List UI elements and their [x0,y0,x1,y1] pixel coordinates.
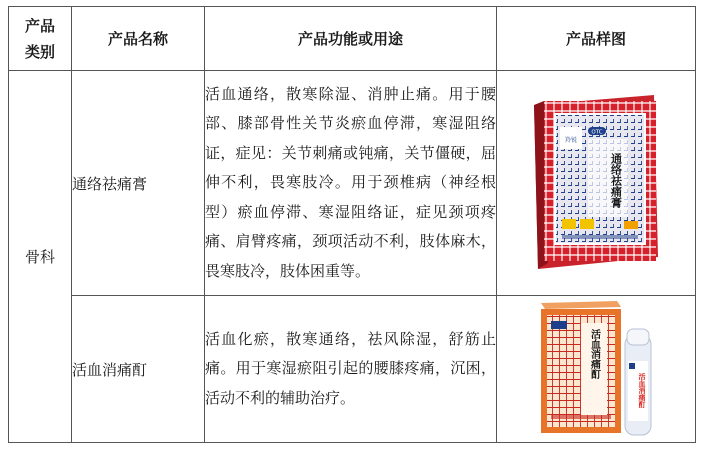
product-function-text: 活血通络，散寒除湿、消肿止痛。用于腰部、膝部骨性关节炎瘀血停滞，寒湿阻络证，症见：关节刺痛或钝痛，关节僵硬，屈伸不利，畏寒肢冷。用于颈椎病（神经根型）瘀血停滞、寒湿阻络证，症见颈项疼痛、肩臂疼痛，颈项活动不利，肢体麻木，畏寒肢冷，肢体困重等。 [205,84,496,280]
huoxue-tincture-box-image [521,299,671,439]
header-category-line1: 产品 [24,16,55,35]
header-category [9,7,72,71]
product-table [8,6,696,443]
product-function-cell [205,296,497,443]
tongluo-brand-text: 羚锐 [564,137,578,144]
category-cell: 骨科 [9,71,72,443]
table-row [9,296,696,443]
product-function-text: 活血化瘀，散寒通络，祛风除湿，舒筋止痛。用于寒湿瘀阻引起的腰膝疼痛，沉困，活动不利的辅助治疗。 [205,329,496,407]
tongluo-box-product-name: 通络祛痛膏 [609,153,623,208]
huoxue-bottle-label: 活血消痛酊 [638,373,646,408]
header-category-line2: 类别 [24,42,55,61]
table-row [9,71,696,296]
product-image-cell [497,71,696,296]
header-sample: 产品样图 [497,7,696,71]
tongluo-otc-text: OTC [591,129,603,136]
product-name-cell: 活血消痛酊 [72,296,205,443]
header-function: 产品功能或用途 [205,7,497,71]
product-function-cell [205,71,497,296]
product-name-cell: 通络祛痛膏 [72,71,205,296]
tongluo-plaster-box-image [526,91,666,275]
header-name: 产品名称 [72,7,205,71]
huoxue-box-product-name: 活血消痛酊 [588,329,600,379]
product-image-cell [497,296,696,443]
header-row [9,7,696,71]
